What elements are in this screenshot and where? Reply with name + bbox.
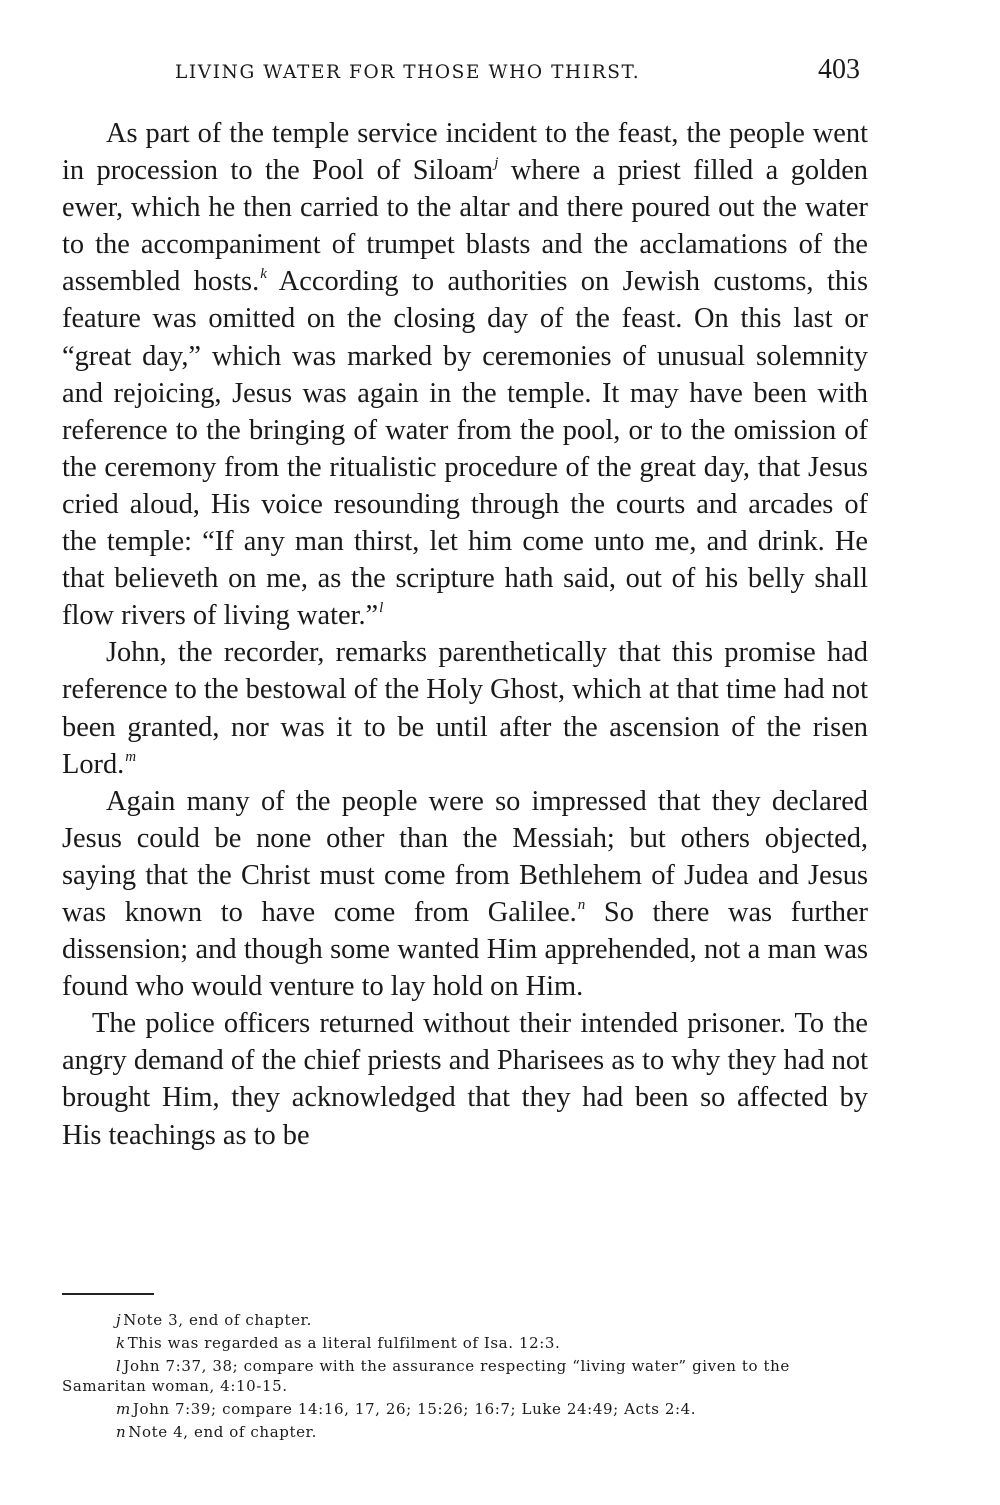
paragraph-1-text-b: where a priest filled a golden ewer, which he then carried to the altar and there poured out the water to the accompaniment of trumpet blasts and the acclamations of the assembled hosts. xyxy=(62,155,868,298)
footnote-m xyxy=(62,1399,868,1419)
footnote-ref-l: l xyxy=(379,600,384,617)
footnote-mark: l xyxy=(116,1357,122,1375)
footnote-text: Note 4, end of chapter. xyxy=(128,1423,318,1441)
footnote-j xyxy=(62,1310,868,1330)
footnote-text: John 7:39; compare 14:16, 17, 26; 15:26; 16:7; Luke 24:49; Acts 2:4. xyxy=(132,1400,697,1418)
paragraph-2-text: John, the recorder, remarks parenthetically that this promise had reference to the bestowal of the Holy Ghost, which at that time had not been granted, nor was it to be until after the ascension of the risen Lord. xyxy=(62,637,868,780)
footnote-ref-m: m xyxy=(125,748,137,765)
footnote-text: Note 3, end of chapter. xyxy=(123,1311,313,1329)
footnote-text: This was regarded as a literal fulfilment of Isa. 12:3. xyxy=(127,1334,561,1352)
paragraph-3 xyxy=(62,783,868,1006)
footnote-text: John 7:37, 38; compare with the assurance respecting “living water” given to the Samaritan woman, 4:10-15. xyxy=(62,1357,790,1395)
paragraph-3-text-a: Again many of the people were so impressed that they declared Jesus could be none other than the Messiah; but others objected, saying that the Christ must come from Bethlehem of Judea and Jesus was known to have come from Galilee. xyxy=(62,785,868,928)
paragraph-1-text-a: As part of the temple service incident to the feast, the people went in procession to the Pool of Siloam xyxy=(62,118,868,187)
footnote-n xyxy=(62,1422,868,1442)
footnote-mark: n xyxy=(116,1423,127,1441)
footnote-mark: m xyxy=(116,1400,131,1418)
page-number: 403 xyxy=(818,54,860,85)
footnote-mark: j xyxy=(116,1311,122,1329)
paragraph-3-text-b: So there was further dissension; and though some wanted Him apprehended, not a man was found who would venture to lay hold on Him. xyxy=(62,896,868,1003)
footnote-mark: k xyxy=(116,1334,126,1352)
footnote-ref-k: k xyxy=(260,266,267,283)
footnote-ref-n: n xyxy=(577,896,586,913)
footnote-l xyxy=(62,1356,868,1396)
paragraph-1 xyxy=(62,115,868,634)
paragraph-4 xyxy=(62,1005,868,1153)
paragraph-1-text-c: According to authorities on Jewish customs, this feature was omitted on the closing day of the feast. On this last or “great day,” which was marked by ceremonies of unusual solemnity and rejoicing, Jesus was again in the temple. It may have been with reference to the bringing of water from the pool, or to the omission of the ceremony from the ritualistic procedure of the great day, that Jesus cried aloud, His voice resounding through the courts and arcades of the temple: “If any man thirst, let him come unto me, and drink. He that believeth on me, as the scripture hath said, out of his belly shall flow rivers of living water.” xyxy=(62,266,868,632)
footnote-divider xyxy=(62,1293,154,1295)
footnote-ref-j: j xyxy=(494,155,499,172)
paragraph-4-text: The police officers returned without their intended prisoner. To the angry demand of the chief priests and Pharisees as to why they had not brought Him, they acknowledged that they had been so affected by His teachings as to be xyxy=(62,1008,868,1151)
running-title: LIVING WATER FOR THOSE WHO THIRST. xyxy=(175,62,641,83)
footnote-k xyxy=(62,1333,868,1353)
footnotes xyxy=(62,1310,868,1445)
body-text xyxy=(62,115,868,1154)
paragraph-2 xyxy=(62,634,868,782)
